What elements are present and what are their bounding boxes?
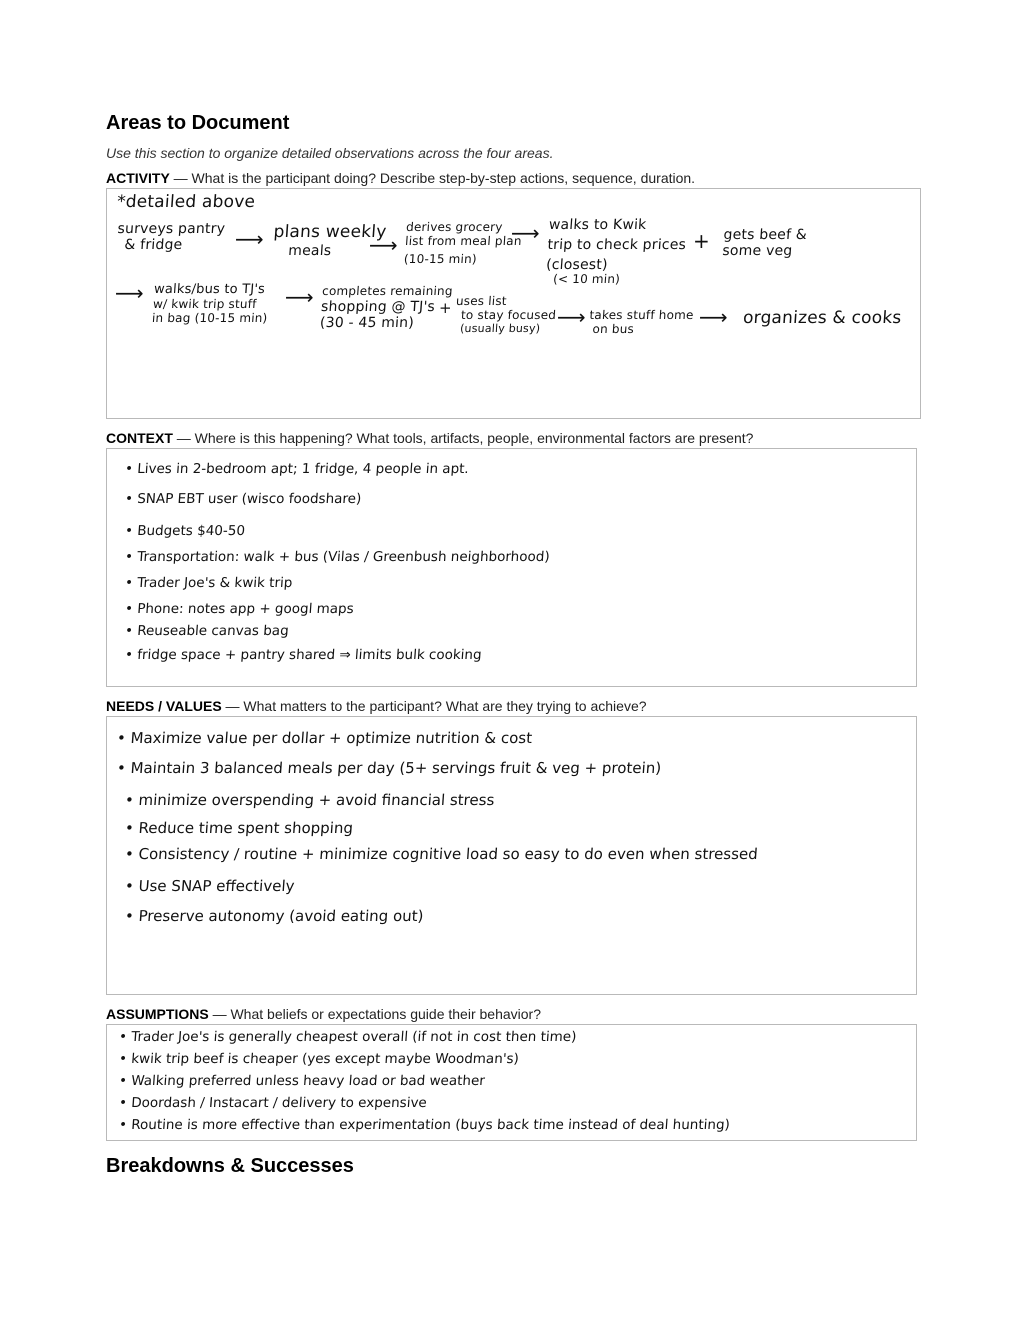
context-item: • Budgets $40-50 xyxy=(124,523,246,539)
needs-label: NEEDS / VALUES xyxy=(106,698,222,714)
needs-item: • Maintain 3 balanced meals per day (5+ servings fruit & veg + protein) xyxy=(116,759,662,777)
assumptions-box[interactable] xyxy=(106,1024,917,1141)
assumptions-question: — What beliefs or expectations guide their behavior? xyxy=(208,1006,541,1022)
flow-step-10: organizes & cooks xyxy=(742,308,903,328)
flow-arrow-1: ⟶ xyxy=(235,227,264,251)
needs-item: • Maximize value per dollar + optimize nutrition & cost xyxy=(116,729,533,747)
context-item: • Phone: notes app + googl maps xyxy=(124,601,355,617)
flow-step-1: surveys pantry & fridge xyxy=(117,221,226,254)
context-item: • Transportation: walk + bus (Vilas / Greenbush neighborhood) xyxy=(124,549,551,565)
flow-plus: + xyxy=(693,229,710,253)
context-box[interactable] xyxy=(106,448,917,687)
assumptions-item: • Walking preferred unless heavy load or bad weather xyxy=(118,1073,486,1089)
flow-step-8: uses list to stay focused (usually busy) xyxy=(455,294,557,335)
needs-box[interactable] xyxy=(106,716,917,995)
context-item: • Trader Joe's & kwik trip xyxy=(124,575,293,591)
context-item: • SNAP EBT user (wisco foodshare) xyxy=(124,491,362,507)
context-item: • fridge space + pantry shared ⇒ limits bulk cooking xyxy=(124,647,483,663)
flow-plus-2: + xyxy=(439,299,452,317)
activity-label: ACTIVITY xyxy=(106,170,170,186)
flow-arrow-3: ⟶ xyxy=(511,221,540,245)
context-item: • Reuseable canvas bag xyxy=(124,623,290,639)
activity-prompt xyxy=(106,170,695,186)
context-item: • Lives in 2-bedroom apt; 1 fridge, 4 people in apt. xyxy=(124,461,470,477)
flow-arrow-2: ⟶ xyxy=(369,233,398,257)
flow-step-5: gets beef & some veg xyxy=(721,227,808,260)
flow-step-3: derives grocery list from meal plan (10-15 min) xyxy=(403,220,523,266)
needs-item: • Preserve autonomy (avoid eating out) xyxy=(124,907,425,925)
flow-step-2: plans weekly meals xyxy=(272,222,388,259)
needs-item: • minimize overspending + avoid financial stress xyxy=(124,791,495,809)
activity-note: *detailed above xyxy=(116,192,256,212)
assumptions-item: • Routine is more effective than experimentation (buys back time instead of deal hunting) xyxy=(118,1117,731,1133)
flow-arrow-4: ⟶ xyxy=(115,281,144,305)
activity-box[interactable] xyxy=(106,188,921,419)
needs-prompt xyxy=(106,698,647,714)
flow-step-9: takes stuff home on bus xyxy=(589,308,695,336)
flow-arrow-5: ⟶ xyxy=(285,285,314,309)
needs-item: • Consistency / routine + minimize cognitive load so easy to do even when stressed xyxy=(124,845,759,863)
flow-step-4: walks to Kwik trip to check prices (closest) (< 10 min) xyxy=(545,217,687,287)
assumptions-prompt xyxy=(106,1006,541,1022)
needs-question: — What matters to the participant? What are they trying to achieve? xyxy=(221,698,647,714)
flow-arrow-7: ⟶ xyxy=(699,305,728,329)
assumptions-item: • Doordash / Instacart / delivery to expensive xyxy=(118,1095,428,1111)
needs-item: • Use SNAP effectively xyxy=(124,877,296,895)
context-prompt xyxy=(106,430,753,446)
context-label: CONTEXT xyxy=(106,430,173,446)
flow-step-6: walks/bus to TJ's w/ kwik trip stuff in bag (10-15 min) xyxy=(151,282,268,325)
assumptions-label: ASSUMPTIONS xyxy=(106,1006,209,1022)
assumptions-item: • Trader Joe's is generally cheapest overall (if not in cost then time) xyxy=(118,1029,577,1045)
flow-step-7: completes remaining shopping @ TJ's (30 - 45 min) xyxy=(319,284,454,331)
section-heading-breakdowns: Breakdowns & Successes xyxy=(106,1155,354,1177)
assumptions-item: • kwik trip beef is cheaper (yes except maybe Woodman's) xyxy=(118,1051,520,1067)
needs-item: • Reduce time spent shopping xyxy=(124,819,354,837)
section-intro: Use this section to organize detailed observations across the four areas. xyxy=(106,145,554,161)
activity-question: — What is the participant doing? Describe step-by-step actions, sequence, duration. xyxy=(169,170,696,186)
section-heading-areas: Areas to Document xyxy=(106,112,290,134)
context-question: — Where is this happening? What tools, artifacts, people, environmental factors are present? xyxy=(172,430,754,446)
flow-arrow-6: ⟶ xyxy=(557,305,586,329)
